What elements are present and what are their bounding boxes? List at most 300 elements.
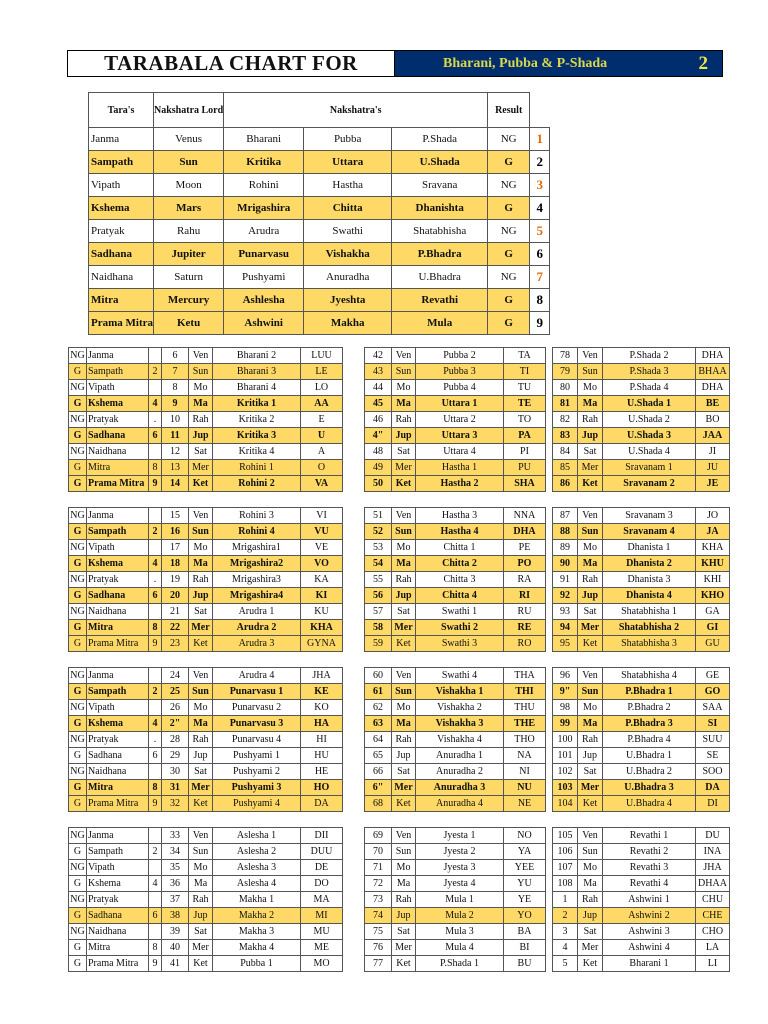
pada-number: 33 bbox=[162, 828, 189, 844]
pada-lord: Mo bbox=[392, 860, 416, 876]
pada-lord: Ven bbox=[392, 828, 416, 844]
tara-index: 2 bbox=[530, 151, 550, 174]
result: NG bbox=[488, 220, 530, 243]
star-pada: Makha 3 bbox=[213, 924, 301, 940]
star-pada: Rohini 3 bbox=[213, 508, 301, 524]
syllable: DHA bbox=[504, 524, 546, 540]
star-pada: Uttara 4 bbox=[416, 444, 504, 460]
pada-number: 26 bbox=[162, 700, 189, 716]
pada-row bbox=[365, 476, 546, 492]
syllable: CHU bbox=[696, 892, 730, 908]
tara-name: Vipath bbox=[89, 174, 154, 197]
pada-row bbox=[69, 716, 343, 732]
star-pada: Sravanam 2 bbox=[603, 476, 696, 492]
pada-row bbox=[365, 700, 546, 716]
group-spacer bbox=[69, 652, 343, 668]
syllable: YA bbox=[504, 844, 546, 860]
tara-name: Prama Mitra bbox=[87, 476, 149, 492]
pada-lord: Sat bbox=[189, 764, 213, 780]
syllable: MI bbox=[301, 908, 343, 924]
pada-row bbox=[69, 604, 343, 620]
tara-index: 6 bbox=[149, 428, 162, 444]
pada-row bbox=[69, 876, 343, 892]
pada-number: 22 bbox=[162, 620, 189, 636]
tara-index: 4 bbox=[149, 556, 162, 572]
pada-number: 100 bbox=[553, 732, 578, 748]
syllable: RI bbox=[504, 588, 546, 604]
pada-row bbox=[365, 412, 546, 428]
star-pada: Shatabhisha 2 bbox=[603, 620, 696, 636]
pada-lord: Ket bbox=[392, 636, 416, 652]
result: G bbox=[69, 428, 87, 444]
tara-name: Sampath bbox=[87, 844, 149, 860]
pada-number: 43 bbox=[365, 364, 392, 380]
star-pada: Rohini 2 bbox=[213, 476, 301, 492]
syllable: MA bbox=[301, 892, 343, 908]
star-pada: U.Shada 4 bbox=[603, 444, 696, 460]
syllable: KU bbox=[301, 604, 343, 620]
summary-row bbox=[89, 174, 550, 197]
star-pada: Revathi 2 bbox=[603, 844, 696, 860]
syllable: TO bbox=[504, 412, 546, 428]
pada-lord: Mer bbox=[578, 940, 603, 956]
pada-number: 4 bbox=[553, 940, 578, 956]
pada-number: 101 bbox=[553, 748, 578, 764]
pada-lord: Ma bbox=[392, 396, 416, 412]
pada-lord: Mer bbox=[189, 620, 213, 636]
pada-row bbox=[69, 572, 343, 588]
tara-index: 4 bbox=[149, 716, 162, 732]
tara-index bbox=[149, 892, 162, 908]
pada-lord: Jup bbox=[189, 748, 213, 764]
tara-index bbox=[149, 540, 162, 556]
pada-lord: Rah bbox=[392, 892, 416, 908]
result: G bbox=[488, 289, 530, 312]
syllable: NA bbox=[504, 748, 546, 764]
syllable: JHA bbox=[301, 668, 343, 684]
tara-index: 9 bbox=[530, 312, 550, 335]
syllable: TE bbox=[504, 396, 546, 412]
pada-row bbox=[553, 780, 730, 796]
pada-lord: Mer bbox=[392, 940, 416, 956]
star-pada: Ashwini 1 bbox=[603, 892, 696, 908]
syllable: HU bbox=[301, 748, 343, 764]
pada-row bbox=[365, 684, 546, 700]
pada-row bbox=[365, 956, 546, 972]
tara-name: Vipath bbox=[87, 860, 149, 876]
tara-index: 2 bbox=[149, 364, 162, 380]
pada-number: 92 bbox=[553, 588, 578, 604]
star-pada: Uttara 3 bbox=[416, 428, 504, 444]
nakshatra-lord: Saturn bbox=[154, 266, 224, 289]
pada-number: 6" bbox=[365, 780, 392, 796]
star-pada: Sravanam 1 bbox=[603, 460, 696, 476]
pada-row bbox=[69, 556, 343, 572]
pada-number: 31 bbox=[162, 780, 189, 796]
pada-lord: Mer bbox=[189, 780, 213, 796]
pada-row bbox=[553, 460, 730, 476]
nakshatra-2: Chitta bbox=[304, 197, 392, 220]
syllable: DI bbox=[696, 796, 730, 812]
pada-number: 20 bbox=[162, 588, 189, 604]
pada-number: 73 bbox=[365, 892, 392, 908]
pada-number: 105 bbox=[553, 828, 578, 844]
star-pada: U.Shada 3 bbox=[603, 428, 696, 444]
star-pada: Mrigashira2 bbox=[213, 556, 301, 572]
spacer-cell bbox=[69, 652, 343, 668]
star-pada: Jyesta 2 bbox=[416, 844, 504, 860]
pada-lord: Mer bbox=[392, 460, 416, 476]
nakshatra-2: Swathi bbox=[304, 220, 392, 243]
tara-index: 3 bbox=[530, 174, 550, 197]
nakshatra-2: Jyeshta bbox=[304, 289, 392, 312]
star-pada: Makha 1 bbox=[213, 892, 301, 908]
pada-row bbox=[365, 508, 546, 524]
nakshatra-1: Ashwini bbox=[224, 312, 304, 335]
pada-lord: Mo bbox=[189, 380, 213, 396]
star-pada: Dhanista 4 bbox=[603, 588, 696, 604]
header-blank bbox=[530, 93, 550, 128]
tara-name: Kshema bbox=[89, 197, 154, 220]
pada-number: 106 bbox=[553, 844, 578, 860]
summary-table bbox=[88, 92, 550, 335]
syllable: GO bbox=[696, 684, 730, 700]
pada-number: 87 bbox=[553, 508, 578, 524]
spacer-cell bbox=[553, 652, 730, 668]
pada-number: 58 bbox=[365, 620, 392, 636]
pada-row bbox=[553, 348, 730, 364]
pada-number: 91 bbox=[553, 572, 578, 588]
pada-number: 77 bbox=[365, 956, 392, 972]
spacer-cell bbox=[553, 492, 730, 508]
tara-name: Sadhana bbox=[87, 588, 149, 604]
pada-lord: Ma bbox=[189, 396, 213, 412]
tara-index bbox=[149, 700, 162, 716]
star-pada: Hastha 1 bbox=[416, 460, 504, 476]
star-pada: Arudra 4 bbox=[213, 668, 301, 684]
syllable: JAA bbox=[696, 428, 730, 444]
nakshatra-1: Mrigashira bbox=[224, 197, 304, 220]
tara-index: 4 bbox=[149, 396, 162, 412]
pada-lord: Ma bbox=[578, 556, 603, 572]
syllable: HO bbox=[301, 780, 343, 796]
pada-row bbox=[69, 508, 343, 524]
pada-number: 2 bbox=[553, 908, 578, 924]
tara-name: Sadhana bbox=[87, 748, 149, 764]
pada-lord: Sun bbox=[189, 684, 213, 700]
pada-lord: Rah bbox=[392, 412, 416, 428]
pada-row bbox=[365, 860, 546, 876]
pada-row bbox=[553, 412, 730, 428]
star-pada: Aslesha 4 bbox=[213, 876, 301, 892]
result: G bbox=[69, 620, 87, 636]
pada-number: 62 bbox=[365, 700, 392, 716]
syllable: KHU bbox=[696, 556, 730, 572]
tara-index: 9 bbox=[149, 636, 162, 652]
pada-row bbox=[553, 588, 730, 604]
star-pada: Pubba 4 bbox=[416, 380, 504, 396]
nakshatra-3: U.Shada bbox=[392, 151, 488, 174]
star-pada: Aslesha 2 bbox=[213, 844, 301, 860]
pada-row bbox=[553, 620, 730, 636]
pada-number: 107 bbox=[553, 860, 578, 876]
pada-row bbox=[365, 908, 546, 924]
pada-lord: Sun bbox=[392, 524, 416, 540]
pada-number: 71 bbox=[365, 860, 392, 876]
nakshatra-1: Bharani bbox=[224, 128, 304, 151]
chart-number: 2 bbox=[698, 53, 708, 74]
nakshatra-lord: Mars bbox=[154, 197, 224, 220]
tara-index: 9 bbox=[149, 476, 162, 492]
star-pada: Mula 2 bbox=[416, 908, 504, 924]
syllable: O bbox=[301, 460, 343, 476]
star-pada: Swathi 3 bbox=[416, 636, 504, 652]
pada-row bbox=[553, 860, 730, 876]
pada-number: 6 bbox=[162, 348, 189, 364]
result: NG bbox=[69, 668, 87, 684]
syllable: HA bbox=[301, 716, 343, 732]
tara-index: 6 bbox=[149, 908, 162, 924]
nakshatra-1: Arudra bbox=[224, 220, 304, 243]
pada-row bbox=[69, 796, 343, 812]
star-pada: Revathi 4 bbox=[603, 876, 696, 892]
pada-lord: Mo bbox=[578, 540, 603, 556]
star-pada: Hastha 4 bbox=[416, 524, 504, 540]
star-pada: Sravanam 4 bbox=[603, 524, 696, 540]
pada-lord: Sat bbox=[189, 604, 213, 620]
pada-row bbox=[553, 764, 730, 780]
result: NG bbox=[69, 700, 87, 716]
pada-row bbox=[69, 940, 343, 956]
star-pada: Arudra 2 bbox=[213, 620, 301, 636]
star-pada: P.Shada 2 bbox=[603, 348, 696, 364]
syllable: DHA bbox=[696, 348, 730, 364]
pada-lord: Ma bbox=[189, 876, 213, 892]
star-pada: Aslesha 3 bbox=[213, 860, 301, 876]
pada-number: 79 bbox=[553, 364, 578, 380]
pada-row bbox=[553, 428, 730, 444]
result: NG bbox=[69, 412, 87, 428]
pada-number: 81 bbox=[553, 396, 578, 412]
chart-header bbox=[67, 50, 723, 77]
pada-row bbox=[365, 556, 546, 572]
tara-name: Kshema bbox=[87, 716, 149, 732]
pada-row bbox=[69, 364, 343, 380]
syllable: LO bbox=[301, 380, 343, 396]
header-result: Result bbox=[488, 93, 530, 128]
detail-table-1 bbox=[68, 347, 343, 972]
star-pada: Shatabhisha 3 bbox=[603, 636, 696, 652]
star-pada: Dhanista 1 bbox=[603, 540, 696, 556]
tara-name: Mitra bbox=[87, 940, 149, 956]
syllable: KHA bbox=[696, 540, 730, 556]
tara-name: Prama Mitra bbox=[87, 636, 149, 652]
syllable: JO bbox=[696, 508, 730, 524]
tara-name: Mitra bbox=[87, 460, 149, 476]
pada-number: 51 bbox=[365, 508, 392, 524]
nakshatra-2: Hastha bbox=[304, 174, 392, 197]
pada-row bbox=[365, 764, 546, 780]
pada-row bbox=[69, 908, 343, 924]
pada-lord: Ket bbox=[392, 476, 416, 492]
syllable: DU bbox=[696, 828, 730, 844]
pada-row bbox=[69, 636, 343, 652]
pada-lord: Ven bbox=[392, 508, 416, 524]
star-pada: Vishakha 2 bbox=[416, 700, 504, 716]
syllable: KA bbox=[301, 572, 343, 588]
pada-row bbox=[69, 892, 343, 908]
result: G bbox=[69, 908, 87, 924]
pada-row bbox=[365, 876, 546, 892]
syllable: RE bbox=[504, 620, 546, 636]
syllable: BE bbox=[696, 396, 730, 412]
pada-number: 29 bbox=[162, 748, 189, 764]
tara-index bbox=[149, 604, 162, 620]
star-pada: U.Bhadra 2 bbox=[603, 764, 696, 780]
pada-number: 18 bbox=[162, 556, 189, 572]
pada-number: 78 bbox=[553, 348, 578, 364]
pada-number: 21 bbox=[162, 604, 189, 620]
pada-lord: Sun bbox=[392, 684, 416, 700]
pada-row bbox=[365, 620, 546, 636]
pada-row bbox=[69, 748, 343, 764]
syllable: PE bbox=[504, 540, 546, 556]
spacer-cell bbox=[365, 492, 546, 508]
syllable: BU bbox=[504, 956, 546, 972]
star-pada: Chitta 4 bbox=[416, 588, 504, 604]
pada-row bbox=[553, 524, 730, 540]
syllable: VO bbox=[301, 556, 343, 572]
nakshatra-3: Revathi bbox=[392, 289, 488, 312]
tara-index bbox=[149, 508, 162, 524]
pada-lord: Ma bbox=[189, 556, 213, 572]
syllable: BHAA bbox=[696, 364, 730, 380]
syllable: HE bbox=[301, 764, 343, 780]
pada-lord: Mer bbox=[578, 780, 603, 796]
nakshatra-3: P.Shada bbox=[392, 128, 488, 151]
pada-row bbox=[553, 924, 730, 940]
pada-number: 61 bbox=[365, 684, 392, 700]
tara-name: Prama Mitra bbox=[87, 956, 149, 972]
tara-name: Prama Mitra bbox=[89, 312, 154, 335]
pada-number: 55 bbox=[365, 572, 392, 588]
pada-row bbox=[553, 380, 730, 396]
pada-lord: Sun bbox=[189, 524, 213, 540]
syllable: MU bbox=[301, 924, 343, 940]
summary-row bbox=[89, 197, 550, 220]
pada-number: 14 bbox=[162, 476, 189, 492]
star-pada: Dhanista 3 bbox=[603, 572, 696, 588]
pada-number: 49 bbox=[365, 460, 392, 476]
pada-number: 30 bbox=[162, 764, 189, 780]
pada-row bbox=[553, 572, 730, 588]
pada-row bbox=[69, 700, 343, 716]
star-pada: Shatabhisha 4 bbox=[603, 668, 696, 684]
pada-number: 4" bbox=[365, 428, 392, 444]
pada-lord: Jup bbox=[392, 908, 416, 924]
pada-number: 83 bbox=[553, 428, 578, 444]
tara-index: 1 bbox=[530, 128, 550, 151]
nakshatra-2: Anuradha bbox=[304, 266, 392, 289]
star-pada: Arudra 3 bbox=[213, 636, 301, 652]
tara-name: Kshema bbox=[87, 396, 149, 412]
result: NG bbox=[69, 508, 87, 524]
result: NG bbox=[69, 540, 87, 556]
pada-lord: Rah bbox=[578, 892, 603, 908]
result: NG bbox=[69, 380, 87, 396]
pada-number: 28 bbox=[162, 732, 189, 748]
result: NG bbox=[488, 128, 530, 151]
pada-row bbox=[69, 924, 343, 940]
star-pada: Arudra 1 bbox=[213, 604, 301, 620]
pada-lord: Ven bbox=[392, 348, 416, 364]
nakshatra-lord: Jupiter bbox=[154, 243, 224, 266]
pada-number: 70 bbox=[365, 844, 392, 860]
syllable: THO bbox=[504, 732, 546, 748]
star-pada: Vishakha 4 bbox=[416, 732, 504, 748]
star-pada: Pushyami 2 bbox=[213, 764, 301, 780]
syllable: GA bbox=[696, 604, 730, 620]
pada-lord: Ven bbox=[578, 668, 603, 684]
pada-lord: Mo bbox=[189, 700, 213, 716]
pada-number: 89 bbox=[553, 540, 578, 556]
pada-lord: Jup bbox=[189, 428, 213, 444]
pada-number: 66 bbox=[365, 764, 392, 780]
star-pada: Punarvasu 2 bbox=[213, 700, 301, 716]
pada-number: 9" bbox=[553, 684, 578, 700]
pada-row bbox=[69, 540, 343, 556]
star-pada: Anuradha 2 bbox=[416, 764, 504, 780]
syllable: KHI bbox=[696, 572, 730, 588]
pada-lord: Ma bbox=[392, 716, 416, 732]
pada-row bbox=[553, 604, 730, 620]
tara-index: 4 bbox=[149, 876, 162, 892]
pada-number: 65 bbox=[365, 748, 392, 764]
pada-number: 103 bbox=[553, 780, 578, 796]
tara-index: 8 bbox=[149, 620, 162, 636]
syllable: KHA bbox=[301, 620, 343, 636]
spacer-cell bbox=[553, 812, 730, 828]
result: NG bbox=[69, 604, 87, 620]
pada-lord: Sat bbox=[392, 924, 416, 940]
syllable: YE bbox=[504, 892, 546, 908]
summary-row bbox=[89, 289, 550, 312]
star-pada: Kritika 3 bbox=[213, 428, 301, 444]
pada-number: 23 bbox=[162, 636, 189, 652]
star-pada: Jyesta 4 bbox=[416, 876, 504, 892]
result: G bbox=[69, 876, 87, 892]
syllable: PU bbox=[504, 460, 546, 476]
tara-name: Naidhana bbox=[89, 266, 154, 289]
pada-lord: Sun bbox=[578, 684, 603, 700]
result: G bbox=[69, 748, 87, 764]
pada-lord: Ma bbox=[392, 876, 416, 892]
pada-lord: Sat bbox=[392, 444, 416, 460]
tara-name: Naidhana bbox=[87, 604, 149, 620]
pada-number: 90 bbox=[553, 556, 578, 572]
pada-number: 85 bbox=[553, 460, 578, 476]
nakshatra-2: Makha bbox=[304, 312, 392, 335]
tara-index: 4 bbox=[530, 197, 550, 220]
syllable: DHAA bbox=[696, 876, 730, 892]
tara-name: Janma bbox=[89, 128, 154, 151]
group-spacer bbox=[365, 492, 546, 508]
star-pada: Mrigashira4 bbox=[213, 588, 301, 604]
star-pada: Uttara 1 bbox=[416, 396, 504, 412]
star-pada: Anuradha 3 bbox=[416, 780, 504, 796]
syllable: HI bbox=[301, 732, 343, 748]
tara-index bbox=[149, 828, 162, 844]
